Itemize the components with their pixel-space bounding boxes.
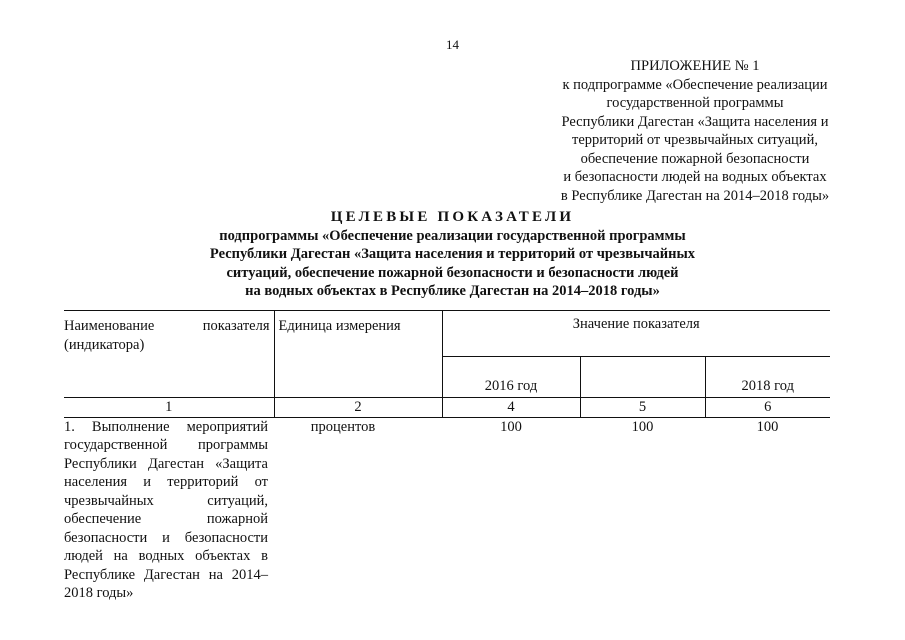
header-name-label: Наименование показателя (индикатора) [64, 318, 270, 353]
header-value-cell [442, 311, 830, 357]
column-number: 6 [705, 398, 830, 418]
appendix-line: территорий от чрезвычайных ситуаций, [572, 132, 818, 148]
appendix-line: к подпрограмме «Обеспечение реализации [562, 76, 828, 93]
heading-line: Республики Дагестан «Защита населения и территорий от чрезвычайных [209, 246, 696, 262]
appendix-line: государственной программы [606, 95, 784, 111]
appendix-line: обеспечение пожарной безопасности [580, 150, 810, 167]
column-number: 4 [442, 398, 580, 418]
appendix-line: и безопасности людей на водных объектах [563, 169, 827, 185]
appendix-line: в Республике Дагестан на 2014–2018 годы» [560, 187, 830, 204]
indicator-value: 100 [756, 418, 779, 435]
year-cell [442, 356, 580, 397]
heading-line: подпрограммы «Обеспечение реализации государственной программы [219, 227, 686, 244]
indicator-value: 100 [631, 418, 654, 435]
appendix-title: ПРИЛОЖЕНИЕ № 1 [630, 58, 760, 74]
indicator-unit: процентов [310, 418, 376, 435]
column-number: 2 [274, 398, 442, 418]
appendix-line: Республики Дагестан «Защита населения и [561, 113, 829, 130]
appendix-block [545, 57, 845, 205]
header-value-label: Значение показателя [572, 316, 700, 332]
year-label: 2018 год [741, 377, 794, 394]
heading-title: ЦЕЛЕВЫЕ ПОКАЗАТЕЛИ [330, 209, 575, 225]
column-number-row [64, 398, 830, 418]
header-unit-label: Единица измерения [278, 318, 401, 334]
header-name-cell [64, 311, 274, 398]
indicator-name: 1. Выполнение мероприятий государственной программы Республики Дагестан «Защита населения и территорий от чрезвычайных ситуаций, обеспечение пожарной безопасности и безопасности людей на водных объектах в Республике Дагестан на 2014–2018 годы» [64, 418, 268, 601]
year-cell [580, 356, 705, 397]
table-header-row [64, 311, 830, 357]
heading-line: ситуаций, обеспечение пожарной безопасности и безопасности людей [226, 264, 679, 281]
indicator-value: 100 [500, 418, 522, 435]
header-unit-cell [274, 311, 442, 398]
year-label: 2016 год [484, 377, 538, 394]
heading-line: на водных объектах в Республике Дагестан на 2014–2018 годы» [245, 283, 660, 299]
column-number: 1 [64, 398, 274, 418]
page-number: 14 [446, 37, 459, 52]
column-number: 5 [580, 398, 705, 418]
document-heading [150, 208, 755, 301]
table-row [64, 417, 830, 603]
indicator-name-cell [64, 417, 274, 603]
year-cell [705, 356, 830, 397]
indicators-table [64, 310, 830, 603]
